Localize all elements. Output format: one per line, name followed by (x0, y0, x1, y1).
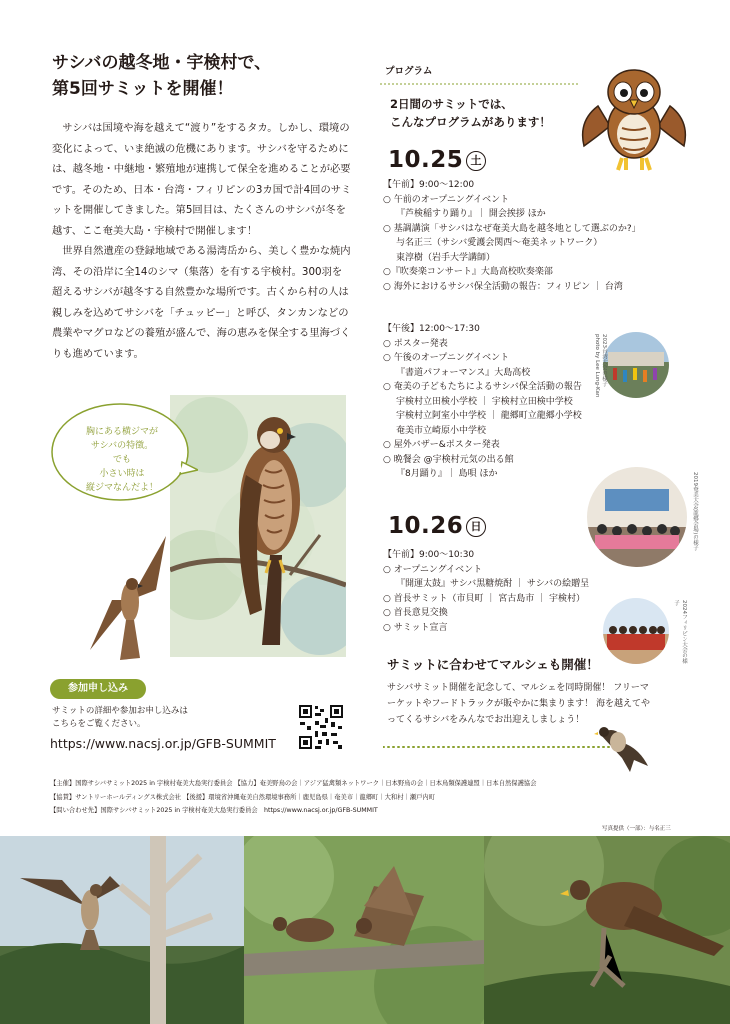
bubble-text (52, 425, 192, 495)
program-item-detail: 『開運太鼓』サシバ黒糖焼酎 ｜ サシバの絵贈呈 (396, 579, 590, 589)
program-item: ○ 海外におけるサシバ保全活動の報告：フィリピン ｜ 台湾 (383, 281, 623, 292)
perched-hawk-photo (484, 836, 730, 1024)
page-title (52, 50, 352, 102)
program-item-detail: 宇検村立田検小学校 ｜ 宇検村立田検中学校 (396, 396, 573, 407)
program-item-detail: 与名正三（サシバ愛護会関西～奄美ネットワーク） (396, 238, 603, 248)
marche-text: サシバサミット開催を記念して、マルシェを同時開催！ フリーマーケットやフードトラックが販やかに集まります！ 海を越えてやってくるサシバをみんなでお出迎えしましょう！ (387, 683, 650, 725)
program-item-detail: 『8月踊り』｜ 島唄 ほか (396, 469, 498, 479)
day1-day-of-week: 土 (466, 151, 486, 171)
program-item: ○ 首長意見交換 (383, 608, 448, 618)
credit-line: 【問い合わせ先】国際サシバサミット2025 in 宇検村奄美大島実行委員会 https://www.nacsj.or.jp/GFB-SUMMIT (50, 807, 378, 814)
program-item-detail: 『書道パフォーマンス』大島高校 (396, 367, 531, 378)
program-item: ○ オープニングイベント (383, 564, 483, 575)
apply-desc-line: こちらをご覧ください。 (52, 719, 146, 729)
day1-date (388, 147, 486, 173)
session-header: 【午後】12:00～17:30 (383, 324, 480, 334)
program-item-detail: 東淳樹（岩手大学講師） (396, 252, 496, 263)
program-label: プログラム (385, 66, 433, 77)
apply-url-link[interactable]: https://www.nacsj.or.jp/GFB-SUMMIT (50, 736, 276, 751)
bubble-line: でも (112, 455, 131, 465)
program-heading (390, 95, 580, 131)
apply-badge: 参加申し込み (50, 679, 146, 699)
program-item-detail: 宇検村立阿室小中学校 ｜ 龍郷町立龍郷小学校 (396, 411, 582, 421)
day1-morning-session (383, 178, 673, 294)
program-item-detail: 奄美市立崎原小中学校 (396, 425, 487, 436)
credit-line: 【主催】国際サシバサミット2025 in 宇検村奄美大島実行委員会 【協力】奄美野鳥の会｜アジア猛禽類ネットワーク｜日本野鳥の会｜日本鳥類保護連盟｜日本自然保護協会 (50, 780, 537, 787)
day2-date (388, 513, 486, 539)
program-heading-line: こんなプログラムがあります！ (390, 115, 551, 129)
program-item: ○ 基調講演「サシバはなぜ奄美大島を越冬地として選ぶのか?」 (383, 223, 641, 234)
amami-event-photo (587, 467, 687, 567)
title-line-2: 第5回サミットを開催！ (52, 79, 234, 99)
program-item: ○『吹奏楽コンサート』大島高校吹奏楽部 (383, 267, 553, 277)
program-item: ○ ポスター発表 (383, 338, 448, 349)
photo-caption: 2019奄美大会(龍郷会場)の様子 (692, 472, 698, 551)
session-header: 【午前】9:00～12:00 (383, 180, 475, 190)
credit-line: 【協賛】サントリーホールディングス株式会社 【後援】環境省沖縄奄美自然環境事務所｜鹿児島県｜奄美市｜龍郷町｜大和村｜瀬戸内町 (50, 793, 435, 801)
photo-caption: 2023台湾大会の様子 photo by Lee Lung-Kan (594, 334, 607, 398)
bubble-line: 小さい時は (99, 469, 145, 479)
program-item-detail: 『芦検稲すり踊り』｜ 開会挨拶 ほか (396, 209, 546, 219)
program-item: ○ 首長サミット（市貝町 ｜ 宮古島市 ｜ 宇検村） (383, 593, 585, 604)
flying-hawk-illustration (86, 530, 174, 666)
sashiba-mascot-illustration (578, 66, 690, 174)
day2-date-number: 10.26 (388, 513, 464, 539)
qr-code[interactable] (298, 704, 344, 750)
program-item: ○ 奄美の子どもたちによるサシバ保全活動の報告 (383, 382, 582, 392)
apply-desc-line: サミットの詳細や参加お申し込みは (52, 706, 188, 716)
photo-credit: 写真提供（一部）：与名正三 (602, 826, 671, 832)
program-item: ○ 午前のオープニングイベント (383, 194, 510, 205)
day2-day-of-week: 日 (466, 517, 486, 537)
day1-date-number: 10.25 (388, 147, 464, 173)
program-item: ○ 屋外バザー&ポスター発表 (383, 440, 500, 450)
bubble-line: 胸にある横ジマが (85, 427, 158, 437)
taiwan-event-photo (603, 332, 669, 398)
photo-caption: 2024フィリピン大会の様子 (673, 600, 687, 664)
session-header: 【午前】9:00～10:30 (383, 550, 475, 560)
bubble-line: サシバの特徴。 (90, 441, 154, 451)
hawks-on-branch-photo (244, 836, 484, 1024)
day2-morning-session (383, 548, 603, 635)
small-hawk-illustration (590, 720, 652, 780)
marche-title: サミットに合わせてマルシェも開催！ (387, 657, 599, 672)
apply-description (52, 705, 272, 731)
credits (50, 777, 690, 818)
title-line-1: サシバの越冬地・宇検村で、 (52, 53, 272, 73)
dotted-divider (383, 744, 625, 750)
program-heading-line: 2日間のサミットでは、 (390, 97, 513, 111)
intro-text (52, 118, 352, 364)
intro-paragraph-1: サシバは国境や海を越えて“渡り”をするタカ。しかし、環境の変化によって、いま絶滅の危機にあります。サシバを守るためには、越冬地・中継地・繁殖地が連携して保全を進めることが必要です。そのため、日本・台湾・フィリピンの3カ国で計4回のサミットを開催してきました。第5回目は、たくさんのサシバが冬を越す、ここ奄美大島・宇検村で開催します！ (52, 122, 352, 237)
philippines-event-photo (603, 598, 669, 664)
hawk-photo-on-dead-tree (0, 836, 244, 1024)
program-item: ○ 午後のオープニングイベント (383, 353, 510, 363)
intro-paragraph-2: 世界自然遺産の登録地域である湯湾岳から、美しく豊かな焼内湾、その沿岸に全14のシマ（集落）を有する宇検村。300羽を超えるサシバが越冬する自然豊かな場所です。古くから村の人は親しみを込めてサシバを「チュッピー」と呼び、タンカンなどの農業やマグロなどの養殖が盛んで、海の恵みを保全する里海づくりも進めています。 (52, 245, 351, 360)
bubble-line: 縦ジマなんだよ！ (85, 483, 158, 493)
program-item: ○ 晩餐会 @宇検村元気の出る館 (383, 454, 514, 465)
day1-afternoon-session (383, 322, 603, 482)
program-item: ○ サミット宣言 (383, 622, 448, 633)
